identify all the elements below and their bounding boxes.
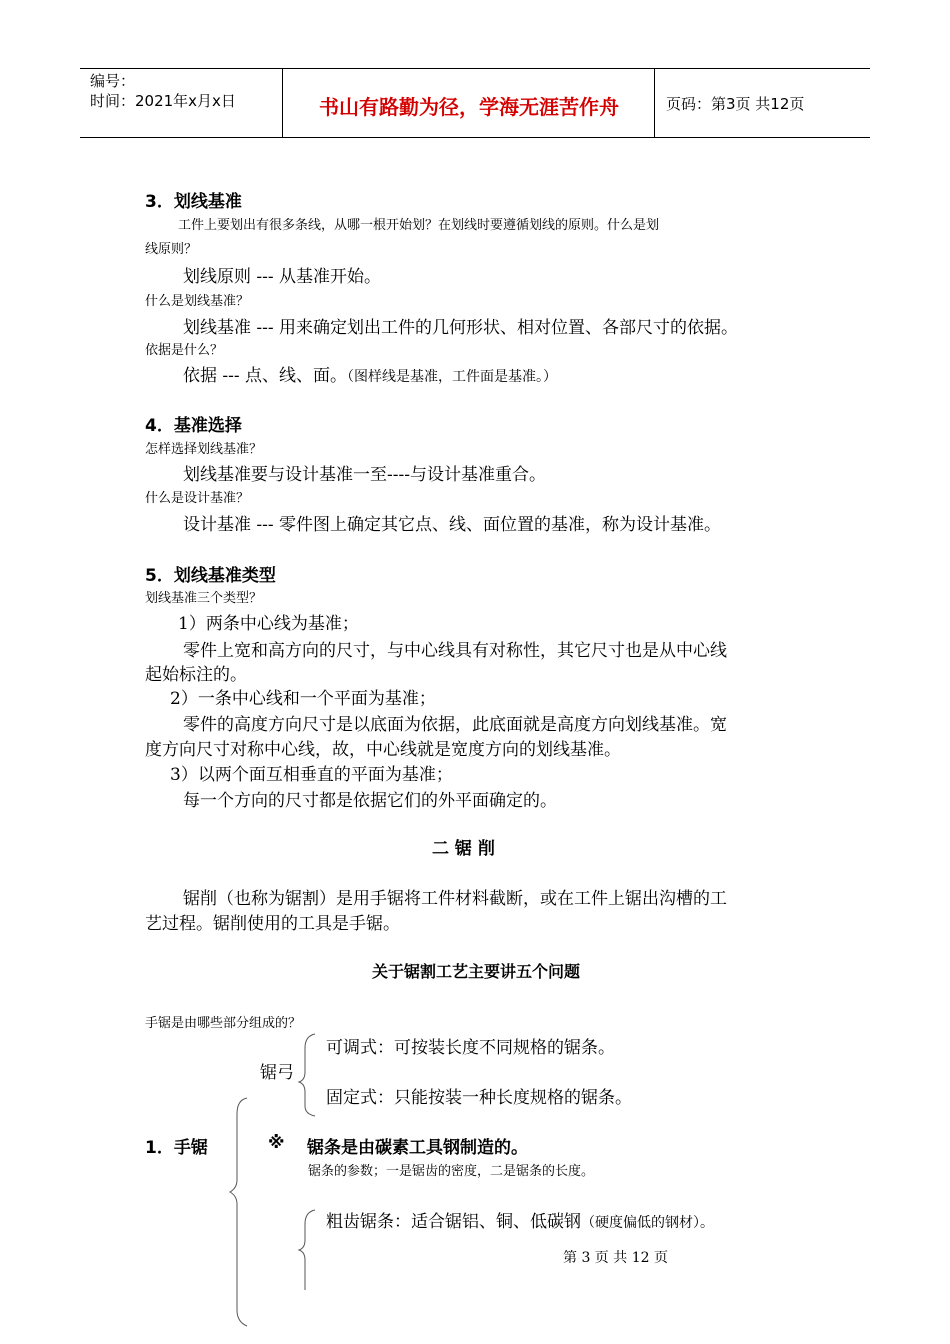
section-3-basis-note: （图样线是基准，工件面是基准。）	[347, 369, 558, 385]
hand-saw-brace	[230, 1098, 247, 1326]
blade-brace	[299, 1210, 315, 1290]
section-3-basis-main: 依据 --- 点、线、面。	[183, 366, 348, 386]
section-3-question-2: 什么是划线基准？	[145, 294, 250, 309]
section-3-title: 3．划线基准	[145, 192, 242, 212]
page-header	[80, 68, 870, 138]
section-5-type-1-desc-line2: 起始标注的。	[145, 665, 247, 685]
page-footer: 第 3 页 共 12 页	[563, 1250, 668, 1266]
header-meta	[90, 71, 236, 111]
blade-parameters: 锯条的参数；一是锯齿的密度，二是锯条的长度。	[308, 1164, 595, 1179]
chapter-title: 二 锯 削	[432, 839, 495, 859]
section-3-question-line1: 工件上要划出有很多条线，从哪一根开始划？在划线时要遵循划线的原则。什么是划	[178, 218, 660, 233]
frame-brace	[299, 1034, 315, 1116]
section-3-principle: 划线原则 --- 从基准开始。	[183, 267, 382, 287]
section-5-type-2-desc-line1: 零件的高度方向尺寸是以底面为依据，此底面就是高度方向划线基准。宽	[183, 715, 727, 735]
section-4-question-2: 什么是设计基准？	[145, 491, 250, 506]
section-4-title: 4．基准选择	[145, 416, 242, 436]
frame-adjustable: 可调式：可按装长度不同规格的锯条。	[326, 1038, 615, 1058]
section-5-question: 划线基准三个类型？	[145, 591, 263, 606]
section-4-question-1: 怎样选择划线基准？	[145, 442, 263, 457]
section-4-answer-1: 划线基准要与设计基准一至----与设计基准重合。	[183, 465, 546, 485]
hand-saw-question: 手锯是由哪些部分组成的？	[145, 1016, 302, 1031]
frame-fixed: 固定式：只能按装一种长度规格的锯条。	[326, 1088, 632, 1108]
section-3-basis	[183, 361, 557, 386]
coarse-blade-note: （硬度偏低的钢材）。	[581, 1215, 714, 1231]
section-3-datum-definition: 划线基准 --- 用来确定划出工件的几何形状、相对位置、各部尺寸的依据。	[183, 318, 739, 338]
header-page-info: 页码：第3页 共12页	[666, 95, 805, 113]
sawing-intro-line1: 锯削（也称为锯割）是用手锯将工件材料截断，或在工件上锯出沟槽的工	[183, 889, 727, 909]
header-time: 时间：2021年x月x日	[90, 92, 236, 110]
section-5-type-3: 3）以两个面互相垂直的平面为基准；	[170, 765, 453, 785]
section-5-type-1-desc-line1: 零件上宽和高方向的尺寸，与中心线具有对称性，其它尺寸也是从中心线	[183, 641, 727, 661]
sawing-intro-line2: 艺过程。锯削使用的工具是手锯。	[145, 914, 400, 934]
section-5-type-2: 2）一条中心线和一个平面为基准；	[170, 689, 436, 709]
section-5-type-2-desc-line2: 度方向尺寸对称中心线，故，中心线就是宽度方向的划线基准。	[145, 740, 621, 760]
item-hand-saw: 1．手锯	[145, 1138, 208, 1158]
section-3-question-line2: 线原则？	[145, 242, 198, 257]
section-4-answer-2: 设计基准 --- 零件图上确定其它点、线、面位置的基准，称为设计基准。	[183, 515, 722, 535]
section-5-type-1: 1）两条中心线为基准；	[178, 614, 359, 634]
section-5-title: 5．划线基准类型	[145, 566, 276, 586]
coarse-blade-main: 粗齿锯条：适合锯铝、铜、低碳钢	[326, 1212, 581, 1232]
sawing-subtitle: 关于锯割工艺主要讲五个问题	[372, 962, 581, 981]
frame-label: 锯弓	[260, 1063, 294, 1083]
header-motto: 书山有路勤为径，学海无涯苦作舟	[319, 95, 619, 119]
blade-material: 锯条是由碳素工具钢制造的。	[307, 1138, 528, 1158]
coarse-blade	[326, 1207, 714, 1232]
reference-mark: ※	[268, 1133, 285, 1153]
header-number: 编号：	[90, 72, 136, 90]
section-5-type-3-desc: 每一个方向的尺寸都是依据它们的外平面确定的。	[183, 791, 557, 811]
section-3-question-3: 依据是什么？	[145, 343, 224, 358]
